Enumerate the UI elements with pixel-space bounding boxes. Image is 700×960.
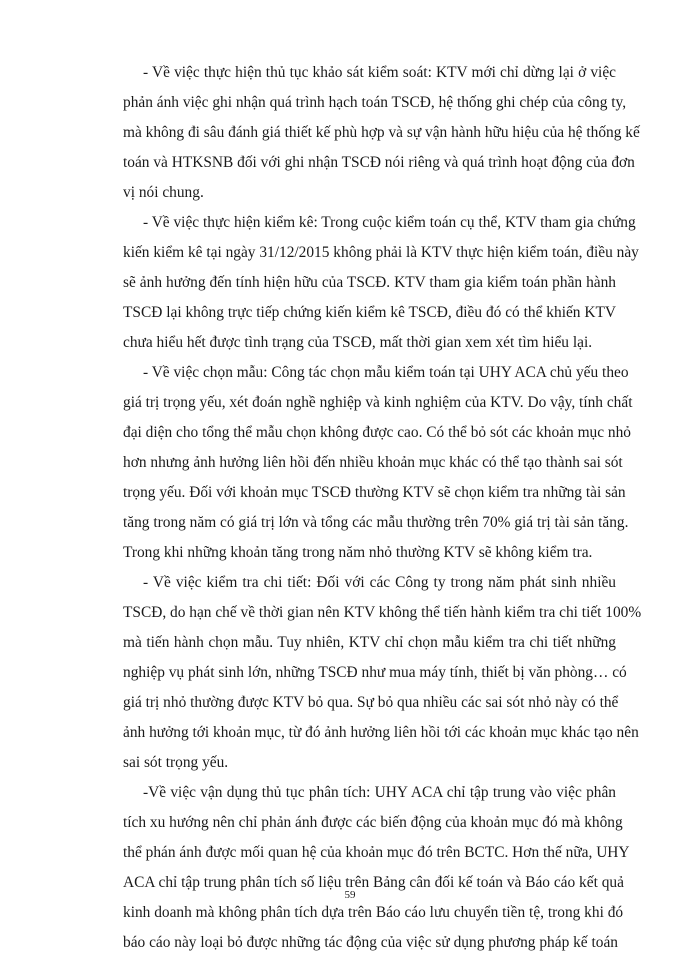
text-line: sẽ ảnh hưởng đến tính hiện hữu của TSCĐ. KTV tham gia kiểm toán phần hành (123, 274, 616, 291)
text-line: -Về việc vận dụng thủ tục phân tích: UHY ACA chỉ tập trung vào việc phân (143, 784, 616, 801)
text-line: đại diện cho tổng thể mẫu chọn không được cao. Có thể bỏ sót các khoản mục nhỏ (123, 424, 632, 441)
text-line: TSCĐ lại không trực tiếp chứng kiến kiểm kê TSCĐ, điều đó có thể khiến KTV (123, 304, 616, 321)
text-line: phản ánh việc ghi nhận quá trình hạch toán TSCĐ, hệ thống ghi chép của công ty, (123, 94, 627, 111)
text-line: nghiệp vụ phát sinh lớn, những TSCĐ như mua máy tính, thiết bị văn phòng… có (123, 664, 627, 681)
page-number: 59 (344, 889, 356, 901)
text-line: - Về việc thực hiện kiểm kê: Trong cuộc kiểm toán cụ thể, KTV tham gia chứng (143, 214, 636, 231)
text-line: - Về việc thực hiện thủ tục khảo sát kiểm soát: KTV mới chỉ dừng lại ở việc (143, 64, 616, 81)
text-line: tích xu hướng nên chỉ phản ánh được các biến động của khoản mục đó mà không (123, 814, 623, 831)
text-line: hơn nhưng ảnh hưởng liên hồi đến nhiều khoản mục khác có thể tạo thành sai sót (123, 454, 623, 471)
text-line: ACA chỉ tập trung phân tích số liệu trên Bảng cân đối kế toán và Báo cáo kết quả (123, 874, 624, 891)
text-line: toán và HTKSNB đối với ghi nhận TSCĐ nói riêng và quá trình hoạt động của đơn (123, 154, 635, 171)
text-line: chưa hiểu hết được tình trạng của TSCĐ, mất thời gian xem xét tìm hiểu lại. (123, 334, 593, 351)
text-line: TSCĐ, do hạn chế về thời gian nên KTV không thể tiến hành kiểm tra chi tiết 100% (123, 604, 642, 621)
text-line: kiến kiểm kê tại ngày 31/12/2015 không phải là KTV thực hiện kiểm toán, điều này (123, 244, 639, 261)
text-line: kinh doanh mà không phân tích dựa trên Báo cáo lưu chuyển tiền tệ, trong khi đó (123, 904, 624, 921)
text-line: giá trị trọng yếu, xét đoán nghề nghiệp và kinh nghiệm của KTV. Do vậy, tính chất (123, 394, 633, 411)
text-line: mà không đi sâu đánh giá thiết kế phù hợp và sự vận hành hữu hiệu của hệ thống kế (123, 124, 640, 141)
text-line: ảnh hưởng tới khoản mục, từ đó ảnh hưởng liên hồi tới các khoản mục khác tạo nên (123, 724, 639, 741)
text-line: mà tiến hành chọn mẫu. Tuy nhiên, KTV chỉ chọn mẫu kiểm tra chi tiết những (123, 634, 616, 651)
text-line: - Về việc kiểm tra chi tiết: Đối với các Công ty trong năm phát sinh nhiều (143, 574, 616, 591)
text-line: báo cáo này loại bỏ được những tác động của việc sử dụng phương pháp kế toán (123, 934, 618, 951)
text-line: vị nói chung. (123, 184, 204, 201)
text-line: Trong khi những khoản tăng trong năm nhỏ thường KTV sẽ không kiểm tra. (123, 544, 593, 561)
text-line: trọng yếu. Đối với khoản mục TSCĐ thường KTV sẽ chọn kiểm tra những tài sản (123, 484, 626, 501)
text-line: tăng trong năm có giá trị lớn và tổng các mẫu thường trên 70% giá trị tài sản tăng. (123, 514, 629, 531)
text-line: giá trị nhỏ thường được KTV bỏ qua. Sự bỏ qua nhiều các sai sót nhỏ này có thể (123, 694, 619, 711)
text-line: sai sót trọng yếu. (123, 754, 229, 771)
text-line: - Về việc chọn mẫu: Công tác chọn mẫu kiểm toán tại UHY ACA chủ yếu theo (143, 364, 629, 381)
text-line: thể phán ánh được mối quan hệ của khoản mục đó trên BCTC. Hơn thế nữa, UHY (123, 844, 630, 861)
